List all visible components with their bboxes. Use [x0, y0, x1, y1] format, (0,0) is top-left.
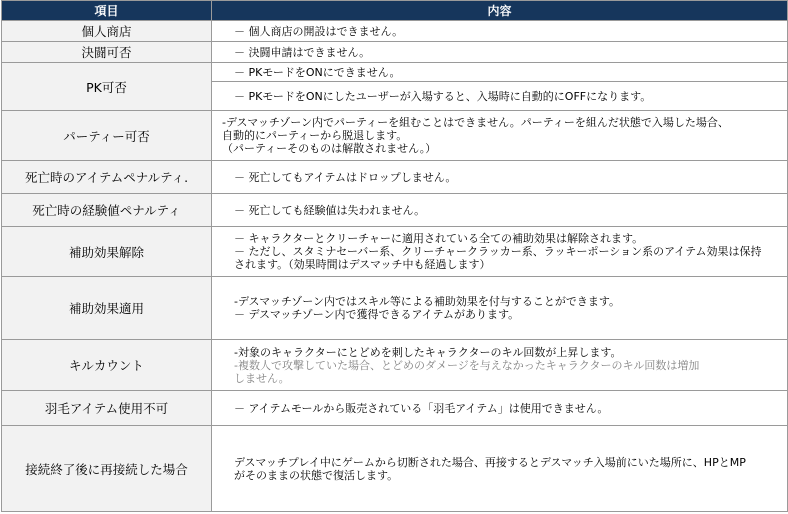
content-line: がそのままの状態で復活します。 [234, 468, 399, 482]
content-line: （パーティーそのものは解散されません。） [222, 142, 437, 155]
content-line: － デスマッチゾーン内で獲得できるアイテムがあります。 [234, 308, 520, 321]
row-content [212, 426, 788, 512]
content-line: されます。（効果時間はデスマッチ中も経過します） [234, 258, 491, 271]
content-line: － 死亡してもアイテムはドロップしません。 [234, 170, 457, 184]
row-label: 補助効果適用 [2, 277, 212, 340]
content-line: － 個人商店の開設はできません。 [234, 24, 404, 38]
table-row [2, 21, 788, 42]
table-row [2, 277, 788, 340]
table-row [2, 111, 788, 161]
row-content [212, 42, 788, 63]
row-label: 死亡時のアイテムペナルティ. [2, 161, 212, 194]
table-row [2, 391, 788, 426]
content-line: － ただし、スタミナセーバー系、クリーチャークラッカー系、ラッキーポーション系のアイテム効果は保持 [234, 245, 762, 258]
table-row [2, 194, 788, 227]
content-line: － キャラクターとクリーチャーに適用されている全ての補助効果は解除されます。 [234, 232, 644, 245]
table-row [2, 63, 788, 82]
content-line-grey: しません。 [234, 371, 290, 385]
table-row [2, 340, 788, 391]
header-content: 内容 [212, 1, 788, 21]
content-line: -対象のキャラクターにとどめを刺したキャラクターのキル回数が上昇します。 [234, 345, 622, 359]
row-label: 羽毛アイテム使用不可 [2, 391, 212, 426]
row-label: 接続終了後に再接続した場合 [2, 426, 212, 512]
row-label: 決闘可否 [2, 42, 212, 63]
row-label: 個人商店 [2, 21, 212, 42]
table-row [2, 42, 788, 63]
content-line: － PKモードをONにできません。 [234, 65, 401, 79]
row-label: パーティー可否 [2, 111, 212, 161]
table-row [2, 227, 788, 277]
row-content [212, 227, 788, 277]
table-row [2, 161, 788, 194]
info-table [1, 0, 788, 512]
row-content [212, 82, 788, 111]
row-content [212, 340, 788, 391]
content-line-grey: -複数人で攻撃していた場合、とどめのダメージを与えなかったキャラクターのキル回数は増加 [234, 358, 700, 372]
row-content [212, 161, 788, 194]
row-content [212, 111, 788, 161]
content-line: デスマッチプレイ中にゲームから切断された場合、再接するとデスマッチ入場前にいた場所に、HPとMP [234, 455, 746, 469]
content-line: － アイテムモールから販売されている「羽毛アイテム」は使用できません。 [234, 401, 609, 415]
table-header-row [2, 1, 788, 21]
header-item: 項目 [2, 1, 212, 21]
content-line: -デスマッチゾーン内ではスキル等による補助効果を付与することができます。 [234, 295, 620, 308]
content-line: -デスマッチゾーン内でパーティーを組むことはできません。パーティーを組んだ状態で入場した場合、 [222, 116, 729, 129]
row-content [212, 391, 788, 426]
content-line: － PKモードをONにしたユーザーが入場すると、入場時に自動的にOFFになります。 [234, 89, 652, 103]
table-row [2, 426, 788, 512]
row-label: キルカウント [2, 340, 212, 391]
row-content [212, 194, 788, 227]
row-label: 補助効果解除 [2, 227, 212, 277]
content-line: 自動的にパーティーから脱退します。 [222, 129, 408, 142]
row-content [212, 277, 788, 340]
row-label: PK可否 [2, 63, 212, 111]
content-line: － 決闘申請はできません。 [234, 45, 371, 59]
row-content [212, 63, 788, 82]
content-line: － 死亡しても経験値は失われません。 [234, 203, 426, 217]
row-content [212, 21, 788, 42]
row-label: 死亡時の経験値ペナルティ [2, 194, 212, 227]
